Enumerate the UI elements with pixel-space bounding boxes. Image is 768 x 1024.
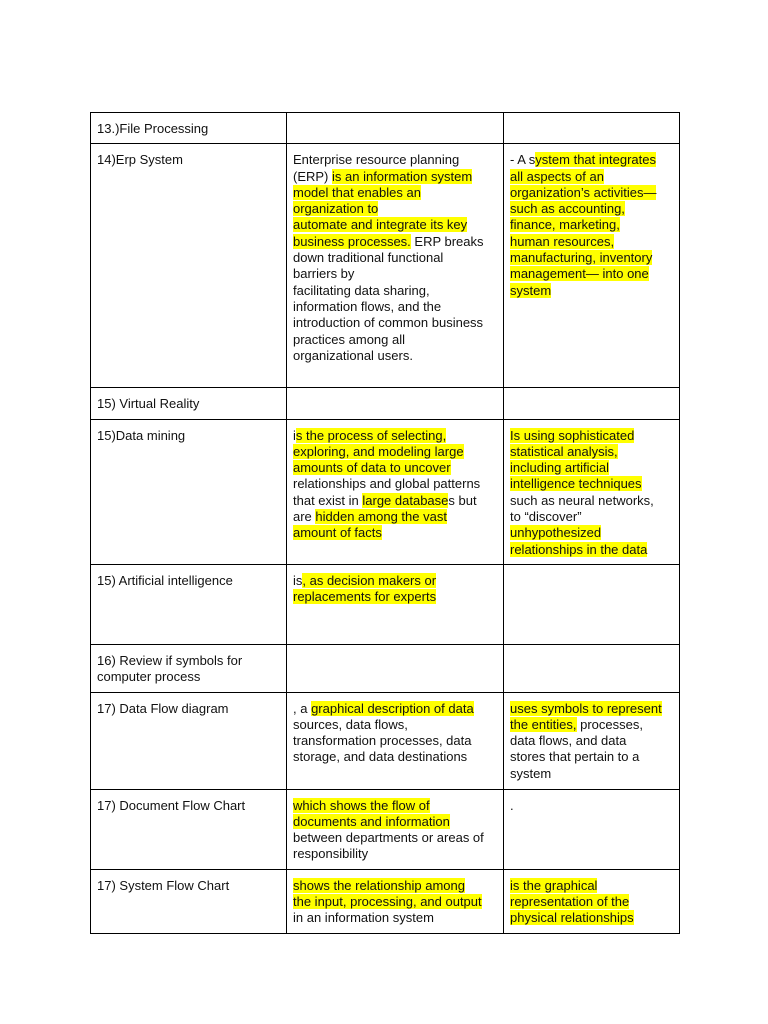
term-text: 15) Artificial intelligence xyxy=(97,572,233,588)
definition-cell xyxy=(287,789,504,869)
highlighted-text: intelligence techniques xyxy=(510,476,642,492)
definition-cell xyxy=(287,419,504,564)
term-cell xyxy=(91,789,287,869)
highlighted-text: organization’s activities— xyxy=(510,184,657,200)
note-cell xyxy=(504,644,680,692)
definition-text: is, as decision makers or replacements for experts xyxy=(293,572,437,605)
highlighted-text: amounts of data to uncover xyxy=(293,460,451,476)
definition-text: which shows the flow of documents and information between departments or areas of responsibility xyxy=(293,797,484,862)
definition-text: shows the relationship among the input, processing, and output in an information system xyxy=(293,877,482,926)
note-text: - A system that integrates all aspects of an organization’s activities— such as accounting, finance, marketing, human resources, manufacturing, inventory management— into one system xyxy=(510,152,657,298)
definition-cell xyxy=(287,644,504,692)
highlighted-text: all aspects of an xyxy=(510,168,604,184)
note-text: . xyxy=(510,797,514,813)
definition-text: Enterprise resource planning (ERP) is an information system model that enables an organization to automate and integrate its key business processes. ERP breaks down traditional functional barriers by facilitating data sharing, information flows, and the introduction of common business practices among all organizational users. xyxy=(293,152,484,363)
term-text: 13.)File Processing xyxy=(97,121,209,136)
term-text: 14)Erp System xyxy=(97,152,183,168)
highlighted-text: the input, processing, and output xyxy=(293,894,482,910)
term-cell xyxy=(91,869,287,933)
term-text: 15)Data mining xyxy=(97,427,186,443)
highlighted-text: is the graphical xyxy=(510,877,598,893)
definition-text: , a graphical description of data sources, data flows, transformation processes, data storage, and data destinations xyxy=(293,700,474,765)
highlighted-text: including artificial xyxy=(510,460,609,476)
term-text: 17) System Flow Chart xyxy=(97,877,230,893)
highlighted-text: representation of the xyxy=(510,894,630,910)
highlighted-text: statistical analysis, xyxy=(510,443,618,459)
table-row xyxy=(91,564,680,644)
term-cell xyxy=(91,419,287,564)
highlighted-text: which shows the flow of xyxy=(293,797,430,813)
terms-table xyxy=(90,112,680,934)
note-cell xyxy=(504,692,680,789)
definition-cell xyxy=(287,564,504,644)
note-text: Is using sophisticated statistical analysis, including artificial intelligence techniques such as neural networks, to “discover” unhypothesized relationships in the data xyxy=(510,427,654,557)
term-cell xyxy=(91,644,287,692)
highlighted-text: model that enables an xyxy=(293,184,421,200)
term-text: 17) Document Flow Chart xyxy=(97,797,246,813)
term-cell xyxy=(91,564,287,644)
highlighted-text: is an information system xyxy=(332,168,473,184)
highlighted-text: exploring, and modeling large xyxy=(293,443,464,459)
definition-text: is the process of selecting, exploring, and modeling large amounts of data to uncover relationships and global patterns that exist in large databases but are hidden among the vast amount of facts xyxy=(293,427,481,541)
highlighted-text: shows the relationship among xyxy=(293,877,465,893)
term-text: 16) Review if symbols for computer process xyxy=(97,652,243,685)
definition-cell xyxy=(287,113,504,144)
definition-cell xyxy=(287,692,504,789)
highlighted-text: s the process of selecting, xyxy=(295,427,447,443)
note-cell xyxy=(504,564,680,644)
term-text: 17) Data Flow diagram xyxy=(97,700,229,716)
definition-cell xyxy=(287,388,504,419)
table-row xyxy=(91,644,680,692)
highlighted-text: amount of facts xyxy=(293,525,382,541)
note-cell xyxy=(504,388,680,419)
highlighted-text: automate and integrate its key xyxy=(293,217,468,233)
term-cell xyxy=(91,388,287,419)
highlighted-text: manufacturing, inventory xyxy=(510,250,653,266)
term-cell xyxy=(91,692,287,789)
highlighted-text: unhypothesized xyxy=(510,525,602,541)
highlighted-text: physical relationships xyxy=(510,910,634,926)
highlighted-text: organization to xyxy=(293,201,379,217)
table-row xyxy=(91,419,680,564)
table-row xyxy=(91,869,680,933)
highlighted-text: documents and information xyxy=(293,813,450,829)
highlighted-text: Is using sophisticated xyxy=(510,427,635,443)
highlighted-text: the entities, xyxy=(510,716,577,732)
highlighted-text: such as accounting, xyxy=(510,201,625,217)
highlighted-text: hidden among the vast xyxy=(315,509,447,525)
note-text: uses symbols to represent the entities, processes, data flows, and data stores that pertain to a system xyxy=(510,700,662,781)
highlighted-text: business processes. xyxy=(293,233,411,249)
table-row xyxy=(91,789,680,869)
highlighted-text: graphical description of data xyxy=(311,700,474,716)
term-cell xyxy=(91,113,287,144)
term-text: 15) Virtual Reality xyxy=(97,396,200,412)
term-cell xyxy=(91,144,287,388)
highlighted-text: human resources, xyxy=(510,233,615,249)
note-cell xyxy=(504,113,680,144)
definition-cell xyxy=(287,869,504,933)
highlighted-text: large database xyxy=(362,492,449,508)
highlighted-text: , as decision makers or xyxy=(302,572,437,588)
highlighted-text: ystem that integrates xyxy=(535,152,656,168)
table-row xyxy=(91,388,680,419)
table-row xyxy=(91,692,680,789)
highlighted-text: management— into one xyxy=(510,266,649,282)
highlighted-text: finance, marketing, xyxy=(510,217,620,233)
table-row xyxy=(91,144,680,388)
note-cell xyxy=(504,789,680,869)
highlighted-text: system xyxy=(510,282,552,298)
note-cell xyxy=(504,419,680,564)
table-row xyxy=(91,113,680,144)
highlighted-text: replacements for experts xyxy=(293,589,437,605)
note-cell xyxy=(504,144,680,388)
note-text xyxy=(510,878,634,926)
highlighted-text: uses symbols to represent xyxy=(510,700,662,716)
highlighted-text: relationships in the data xyxy=(510,541,648,557)
definition-cell xyxy=(287,144,504,388)
note-cell xyxy=(504,869,680,933)
